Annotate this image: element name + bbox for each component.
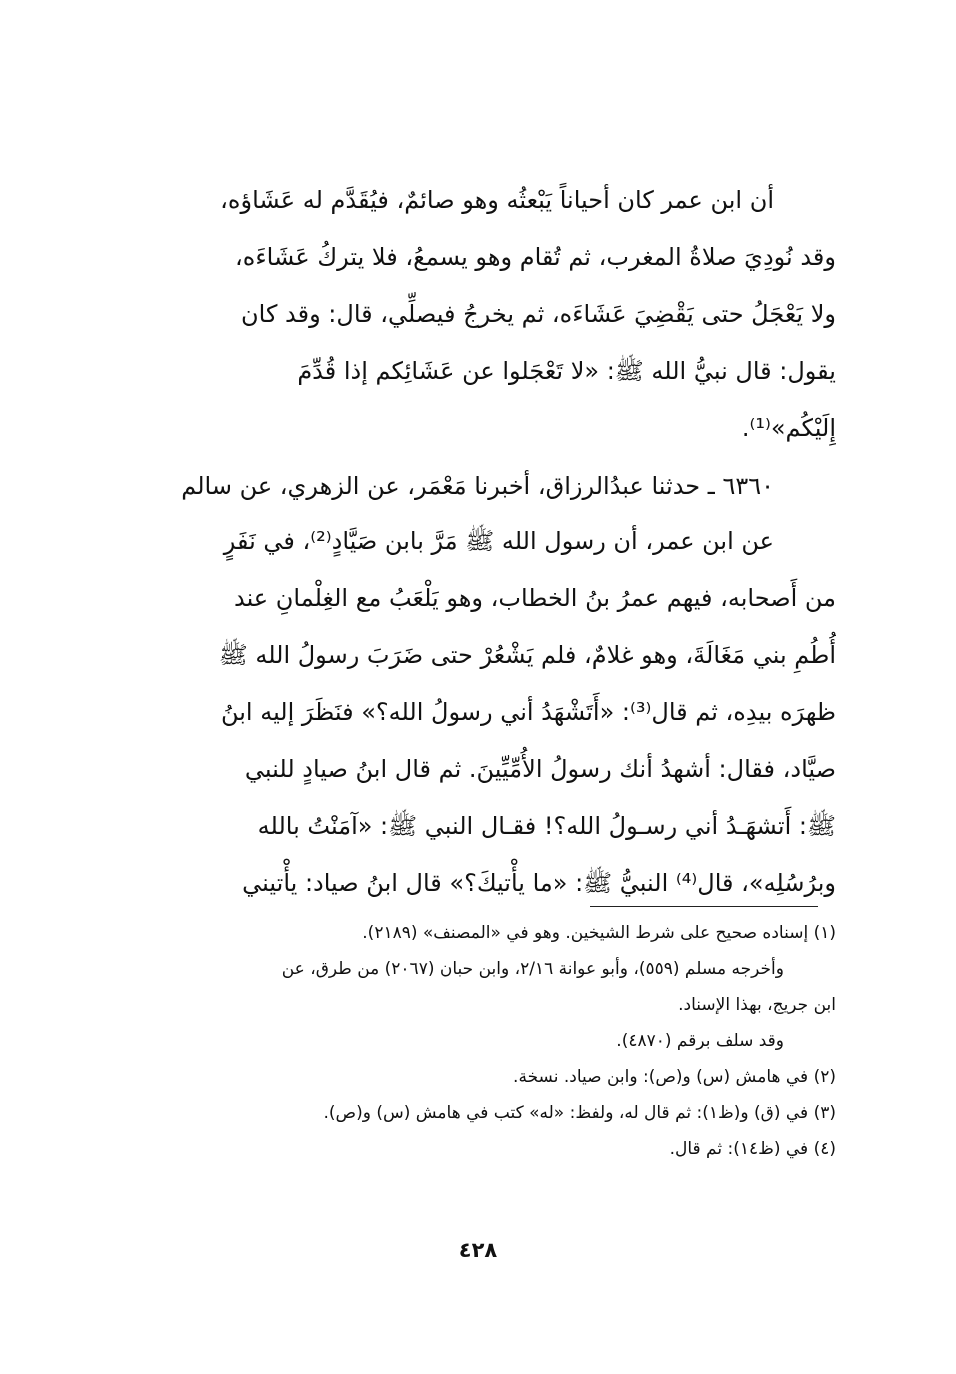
text-line: ﷺ: أَتشهَـدُ أني رسـولُ الله؟! فقـال النبي ﷺ: «آمَنْتُ بالله: [257, 812, 836, 840]
page-number: ٤٢٨: [458, 1238, 498, 1262]
hadith-isnad-paragraph: [118, 458, 836, 515]
text-line: أُطُمِ بني مَغَالَةَ، وهو غلامٌ، فلم يَشْعُرْ حتى ضَرَبَ رسولُ الله ﷺ: [218, 641, 836, 669]
footnote-line: (٤) في (ظ١٤): ثم قال.: [669, 1139, 836, 1159]
hadith-matn-paragraph: [118, 513, 836, 912]
hadith-continuation-paragraph: [118, 172, 836, 457]
footnotes: [118, 915, 836, 1167]
text-line: وبرُسُلِه»، قال⁽⁴⁾ النبيُّ ﷺ: «ما يأْتيكَ؟» قال ابنُ صياد: يأْتيني: [242, 869, 836, 897]
footnote-line: (١) إسناده صحيح على شرط الشيخين. وهو في «المصنف» (٢١٨٩).: [362, 923, 836, 943]
text-line: إِلَيْكُم»⁽¹⁾.: [741, 414, 836, 442]
footnote-line: وأخرجه مسلم (٥٥٩)، وأبو عوانة ٢/١٦، وابن حبان (٢٠٦٧) من طرق، عن: [281, 959, 784, 979]
text-line: ٦٣٦٠ ـ حدثنا عبدُالرزاق، أخبرنا مَعْمَر، عن الزهري، عن سالم: [181, 472, 774, 500]
footnote-line: (٢) في هامش (س) و(ص): وابن صياد. نسخة.: [513, 1067, 836, 1087]
text-line: أن ابن عمر كان أحياناً يَبْعثُه وهو صائمٌ، فيُقَدَّم له عَشَاؤه،: [220, 186, 774, 214]
footnote-line: ابن جريج، بهذا الإسناد.: [678, 995, 836, 1015]
footnote-line: (٣) في (ق) و(ظ١): ثم قال له، ولفظ: «له» كتب في هامش (س) و(ص).: [323, 1103, 836, 1123]
text-line: يقول: قال نبيُّ الله ﷺ: «لا تَعْجَلوا عن عَشَائِكم إذا قُدِّمَ: [297, 357, 836, 385]
footnote-line: وقد سلف برقم (٤٨٧٠).: [616, 1031, 784, 1051]
text-line: ولا يَعْجَلُ حتى يَقْضِيَ عَشَاءَه، ثم يخرجُ فيصلِّي، قال: وقد كان: [241, 300, 836, 328]
text-line: من أَصحابه، فيهم عمرُ بنُ الخطاب، وهو يَلْعَبُ مع الغِلْمانِ عند: [233, 584, 836, 612]
text-line: وقد نُودِيَ صلاةُ المغرب، ثم تُقام وهو يسمعُ، فلا يتركُ عَشَاءَه،: [235, 243, 836, 271]
text-line: صيَّاد، فقال: أشهدُ أنك رسولُ الأُمِّيِّينَ. ثم قال ابنُ صيادٍ للنبي: [244, 755, 836, 783]
footnote-separator: [590, 906, 818, 907]
text-line: ظهرَه بيدِه، ثم قال⁽³⁾: «أَتَشْهَدُ أني رسولُ الله؟» فنَظَرَ إليه ابنُ: [220, 698, 836, 726]
text-line: عن ابن عمر، أن رسول الله ﷺ مَرَّ بابن صَيَّادٍ⁽²⁾، في نَفَرٍ: [223, 527, 774, 555]
